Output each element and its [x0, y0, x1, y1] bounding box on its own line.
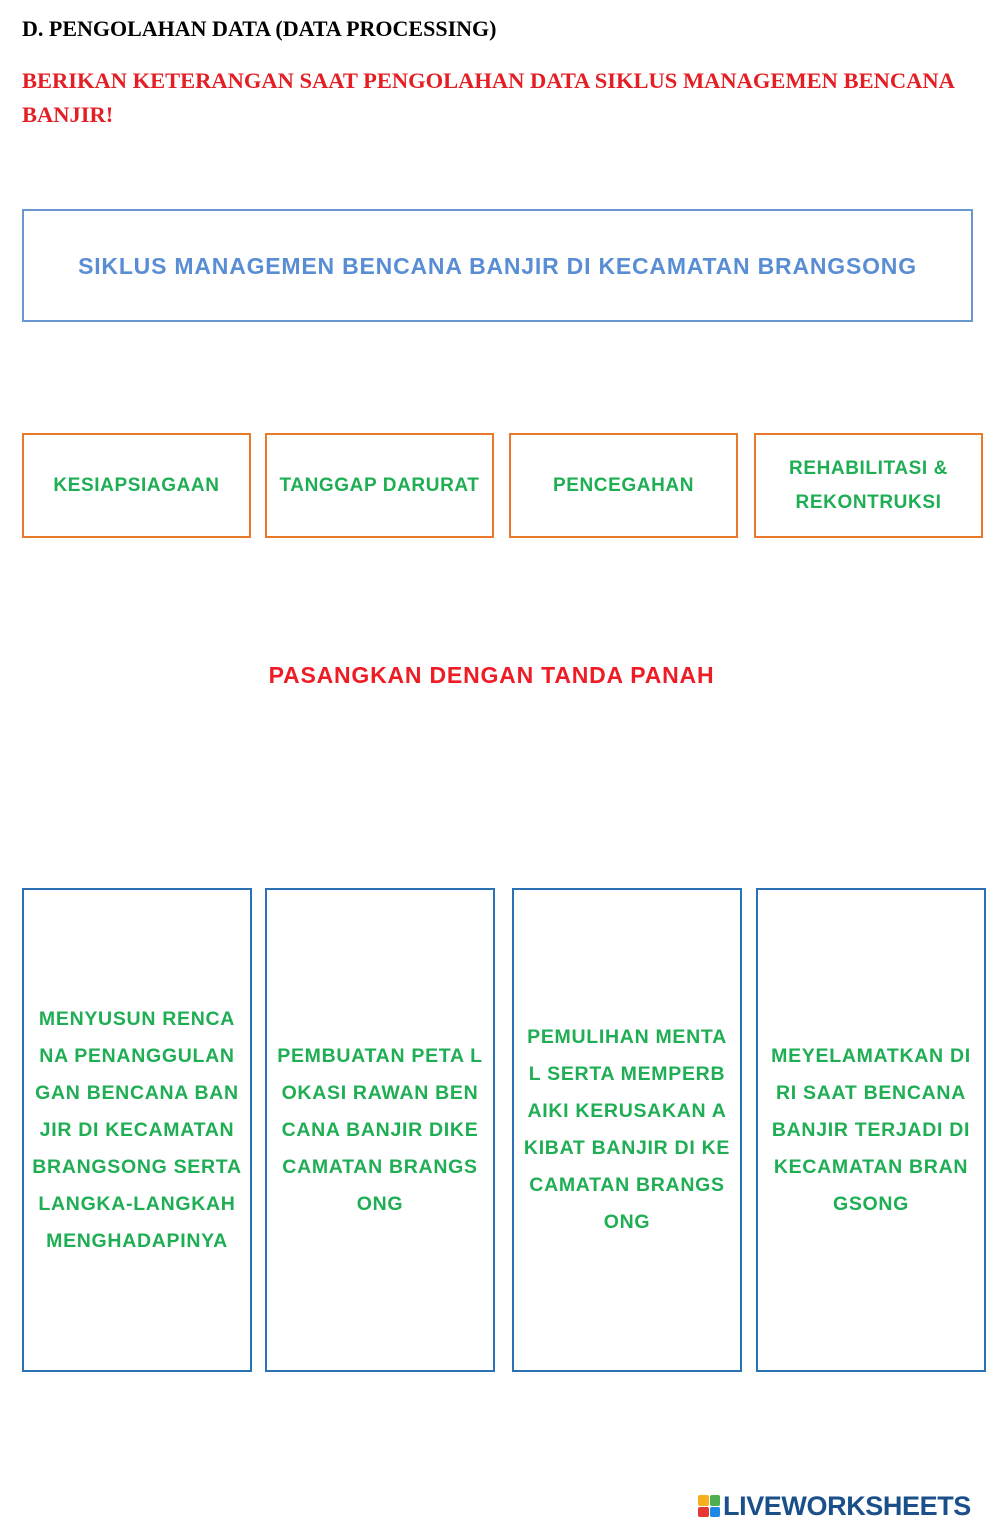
cycle-title: SIKLUS MANAGEMEN BENCANA BANJIR DI KECAMATAN BRANGSONG — [78, 252, 917, 279]
phase-box-pencegahan[interactable] — [509, 433, 738, 538]
logo-square — [698, 1495, 709, 1506]
phase-label: REHABILITASI & REKONTRUKSI — [789, 457, 948, 513]
description-text: PEMBUATAN PETA LOKASI RAWAN BENCANA BANJIR DIKECAMATAN BRANGSONG — [277, 1044, 483, 1215]
phase-box-tanggap-darurat[interactable] — [265, 433, 494, 538]
cycle-title-box — [22, 209, 973, 322]
description-box-1[interactable] — [22, 888, 252, 1372]
description-box-4[interactable] — [756, 888, 986, 1372]
liveworksheets-logo-icon — [698, 1495, 720, 1517]
phase-box-rehabilitasi[interactable] — [754, 433, 983, 538]
section-heading: D. PENGOLAHAN DATA (DATA PROCESSING) — [22, 16, 497, 41]
liveworksheets-logo — [698, 1490, 971, 1522]
logo-text: LIVEWORKSHEETS — [723, 1490, 971, 1521]
match-instruction: PASANGKAN DENGAN TANDA PANAH — [268, 662, 715, 688]
phase-label: TANGGAP DARURAT — [279, 474, 480, 496]
phase-label: PENCEGAHAN — [552, 474, 695, 496]
instruction-text: BERIKAN KETERANGAN SAAT PENGOLAHAN DATA SIKLUS MANAGEMEN BENCANA BANJIR! — [22, 68, 954, 127]
description-box-3[interactable] — [512, 888, 742, 1372]
logo-square — [710, 1495, 721, 1506]
description-text: PEMULIHAN MENTAL SERTA MEMPERBAIKI KERUSAKAN AKIBAT BANJIR DI KECAMATAN BRANGSONG — [523, 1026, 731, 1233]
logo-square — [710, 1507, 721, 1518]
description-box-2[interactable] — [265, 888, 495, 1372]
description-text: MENYUSUN RENCANA PENANGGULANGAN BENCANA BANJIR DI KECAMATAN BRANGSONG SERTA LANGKA-LANGKAH MENGHADAPINYA — [32, 1007, 242, 1252]
description-text: MEYELAMATKAN DIRI SAAT BENCANA BANJIR TERJADI DI KECAMATAN BRANGSONG — [771, 1044, 971, 1215]
logo-square — [698, 1507, 709, 1518]
phase-box-kesiapsiagaan[interactable] — [22, 433, 251, 538]
phase-label: KESIAPSIAGAAN — [53, 474, 220, 496]
